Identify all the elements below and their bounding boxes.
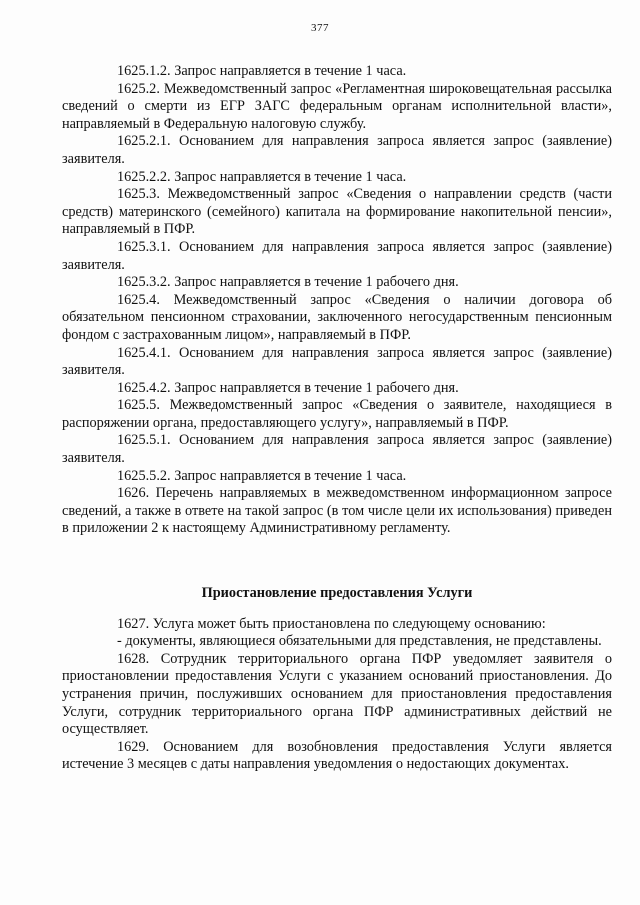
paragraph-1627: 1627. Услуга может быть приостановлена по следующему основанию: [117,615,546,632]
paragraph-1625-5-1: 1625.5.1. Основанием для направления запроса является запрос (заявление) заявителя. [62,432,612,467]
paragraph-1625-5: 1625.5. Межведомственный запрос «Сведения о заявителе, находящиеся в распоряжении органа, предоставляющего услугу», направляемый в ПФР. [62,397,612,431]
page-number: 377 [311,22,329,34]
paragraph-1625-5-2: 1625.5.2. Запрос направляется в течение 1 часа. [117,467,407,484]
document-body [62,63,612,774]
paragraph-1625-2-2: 1625.2.2. Запрос направляется в течение 1 часа. [117,168,407,185]
paragraph-1628: 1628. Сотрудник территориального органа ПФР уведомляет заявителя о приостановлении предоставления Услуги с указанием оснований приостановления. До устранения причин, послуживших основанием для приостановления предоставления Услуги, сотрудник территориального органа ПФР административных действий не осуществляет. [62,650,612,738]
paragraph-1627-list-item: - документы, являющиеся обязательными для представления, не представлены. [117,633,602,650]
paragraph-1625-2-1: 1625.2.1. Основанием для направления запроса является запрос (заявление) заявителя. [62,133,612,167]
section-heading: Приостановление предоставления Услуги [201,585,473,602]
paragraph-1625-2: 1625.2. Межведомственный запрос «Регламентная широковещательная рассылка сведений о смерти из ЕГР ЗАГС федеральным органам исполнительной власти», направляемый в Федеральную налоговую службу. [62,80,612,132]
paragraph-1625-1-2: 1625.1.2. Запрос направляется в течение 1 часа. [117,63,407,79]
paragraph-1629: 1629. Основанием для возобновления предоставления Услуги является истечение 3 месяцев с даты направления уведомления о недостающих документах. [62,738,612,773]
paragraph-1625-4-2: 1625.4.2. Запрос направляется в течение 1 рабочего дня. [117,379,459,396]
paragraph-1625-3-1: 1625.3.1. Основанием для направления запроса является запрос (заявление) заявителя. [62,238,612,273]
paragraph-1625-3-2: 1625.3.2. Запрос направляется в течение 1 рабочего дня. [117,274,459,291]
paragraph-1625-4: 1625.4. Межведомственный запрос «Сведения о наличии договора об обязательном пенсионном страховании, заключенного негосударственным пенсионным фондом с застрахованным лицом», направляемый в ПФР. [62,291,612,343]
paragraph-1625-4-1: 1625.4.1. Основанием для направления запроса является запрос (заявление) заявителя. [62,344,612,379]
paragraph-1625-3: 1625.3. Межведомственный запрос «Сведения о направлении средств (части средств) материнского (семейного) капитала на формирование накопительной пенсии», направляемый в ПФР. [62,186,612,238]
paragraph-1626: 1626. Перечень направляемых в межведомственном информационном запросе сведений, а также в ответе на такой запрос (в том числе цели их использования) приведен в приложении 2 к настоящему Административному регламенту. [62,485,612,537]
